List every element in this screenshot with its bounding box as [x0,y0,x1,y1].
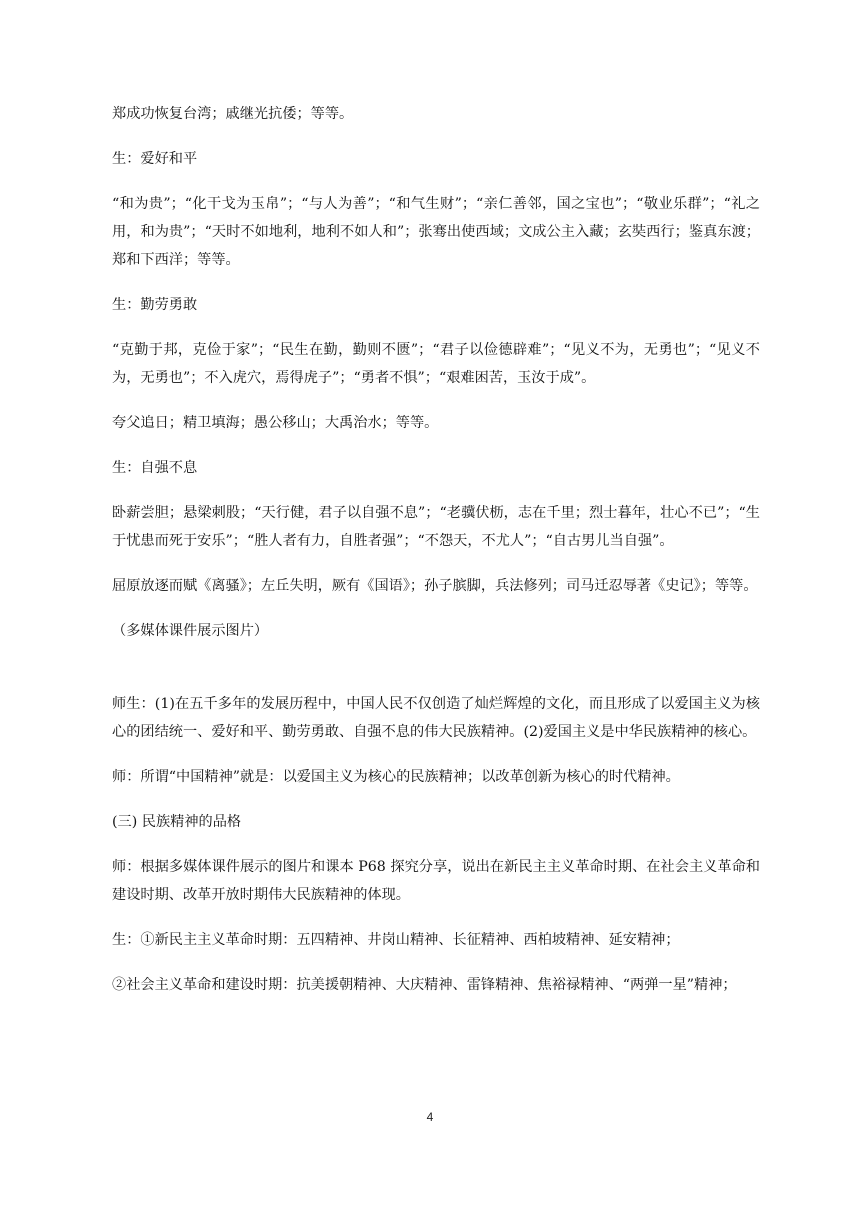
paragraph-self-strengthening-quotes: 卧薪尝胆；悬梁刺股；“天行健，君子以自强不息”；“老骥伏枥，志在千里；烈士暮年，壮心不已”；“生于忧患而死于安乐”；“胜人者有力，自胜者强”；“不怨天，不尤人”；“自古男儿当自强”。 [112,505,760,549]
heading-diligent-brave: 生：勤劳勇敢 [112,297,198,313]
document-body [112,100,760,999]
paragraph-historical-examples: 屈原放逐而赋《离骚》；左丘失明，厥有《国语》；孙子膑脚，兵法修列；司马迁忍辱著《史记》；等等。 [112,578,758,594]
section-heading-national-spirit-character: (三) 民族精神的品格 [112,814,242,830]
paragraph-spacer [112,954,760,971]
paragraph-spacer [112,274,760,291]
paragraph-socialist-construction-era: ②社会主义革命和建设时期：抗美援朝精神、大庆精神、雷锋精神、焦裕禄精神、“两弹一星”精神； [112,977,737,993]
paragraph-diligence-quotes: “克勤于邦，克俭于家”；“民生在勤，勤则不匮”；“君子以俭德辟难”；“见义不为，无勇也”；“见义不为，无勇也”；不入虎穴，焉得虎子”；“勇者不惧”；“艰难困苦，玉汝于成”。 [112,342,760,386]
paragraph-spacer [112,555,760,572]
paragraph-new-democratic-era: 生：①新民主主义革命时期：五四精神、井岗山精神、长征精神、西柏坡精神、延安精神； [112,932,680,948]
paragraph-zheng-chenggong: 郑成功恢复台湾；戚继光抗倭；等等。 [112,106,354,122]
page-number: 4 [426,1110,434,1124]
paragraph-spacer [112,392,760,409]
paragraph-legends: 夸父追日；精卫填海；愚公移山；大禹治水；等等。 [112,415,439,431]
paragraph-spacer [112,319,760,336]
heading-self-strengthening: 生：自强不息 [112,460,198,476]
paragraph-spacer [112,173,760,190]
paragraph-spacer [112,437,760,454]
paragraph-spacer [112,645,760,690]
paragraph-spacer [112,128,760,145]
paragraph-chinese-spirit: 师：所谓“中国精神”就是：以爱国主义为核心的民族精神；以改革创新为核心的时代精神。 [112,769,680,785]
paragraph-spacer [112,791,760,808]
paragraph-peace-quotes: “和为贵”；“化干戈为玉帛”；“与人为善”；“和气生财”；“亲仁善邻，国之宝也”；“敬业乐群”；“礼之用，和为贵”；“天时不如地利，地利不如人和”；张骞出使西域；文成公主入藏；玄奘西行；鉴真东渡；郑和下西洋；等等。 [112,196,760,268]
paragraph-spacer [112,909,760,926]
paragraph-multimedia-note: （多媒体课件展示图片） [112,623,269,639]
paragraph-teacher-student-summary: 师生：(1)在五千多年的发展历程中，中国人民不仅创造了灿烂辉煌的文化，而且形成了以爱国主义为核心的团结统一、爱好和平、勤劳勇敢、自强不息的伟大民族精神。(2)爱国主义是中华民族精神的核心。 [112,696,760,740]
heading-love-peace: 生：爱好和平 [112,151,198,167]
paragraph-spacer [112,482,760,499]
paragraph-spacer [112,600,760,617]
paragraph-teacher-question: 师：根据多媒体课件展示的图片和课本 P68 探究分享，说出在新民主主义革命时期、在社会主义革命和建设时期、改革开放时期伟大民族精神的体现。 [112,859,760,903]
paragraph-spacer [112,746,760,763]
paragraph-spacer [112,836,760,853]
